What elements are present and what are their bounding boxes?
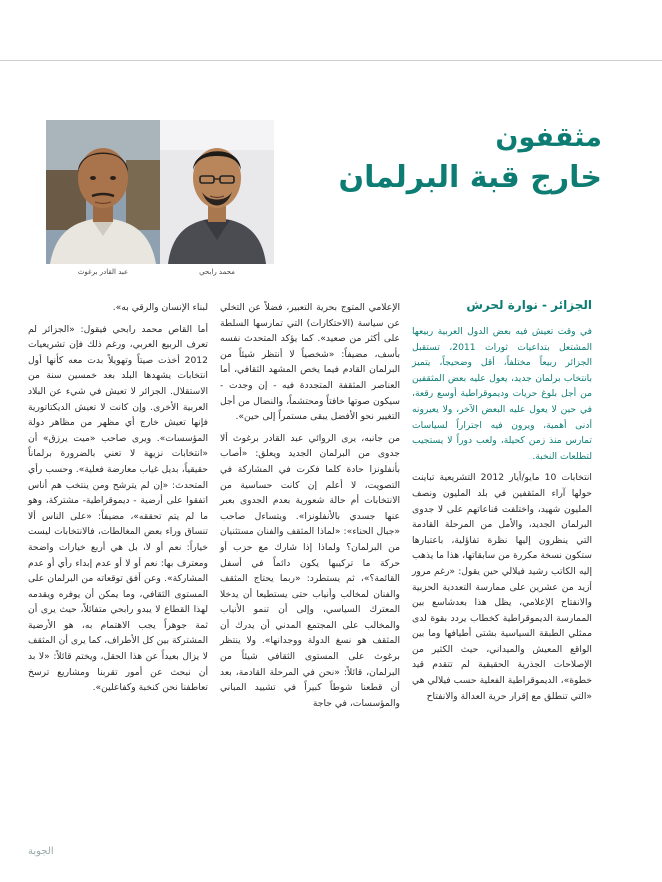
photo-caption-rabhi: محمد رابحي [199, 268, 235, 276]
photo-caption-berghout: عبد القادر برغوث [77, 268, 129, 276]
article-column-2 [220, 300, 400, 717]
magazine-footer: الجوبة [28, 846, 54, 857]
paragraph: الإعلامي المتوج بحرية التعبير، فضلاً عن التخلي عن سياسة (الاحتكارات) التي تمارسها السلطة على أكثر من صعيد». كما يؤكد المتحدث نفسه بأسف، مضيفاً: «شخصياً لا أنتظر شيئاً من البرلمان القادم فيما يخص المشهد الثقافي، أما العناصر المثقفة المتجددة فيه - إن وجدت - سيكون صوتها خافتاً ومحتشماً، والنضال من أجل التغيير نحو الأفضل يبقى مستمراً إلى حين». [220, 302, 400, 423]
paragraph: من جانبه، يرى الروائي عبد القادر برغوث ألا جدوى من البرلمان الجديد ويعلق: «أصاب بأنفلونزا حادة كلما فكرت في المشاركة في التصويت، لا أعلم إن كانت حساسية من الانتخابات أم حالة شعورية بعدم الجدوى بعبر عنها جسدي بالأنفلونزا». ويتساءل صاحب «جبال الحناء»: «لماذا المثقف والفنان مستثنيان من البرلمان؟ ولماذا إذا شارك مع حزب أو حركة ما تركيبها يكون دائماً في أسفل القائمة؟»، ثم يستطرد: «ربما يحتاج المثقف والفنان لمخالب وأنياب حتى يستطيعا أن يدخلا المعترك السياسي، وإلى أن تنمو الأنياب والمخالب على المجتمع المدني أن يدرك أن المثقف هو نسغ الدولة ووجدانها». ولا ينتظر برغوث على المستوى الثقافي شيئاً من البرلمان، قائلاً: «نحن في المرحلة القادمة، بعد أن قطعنا شوطاً كبيراً في تشييد المباني والمؤسسات، في حاجة [220, 432, 400, 709]
top-rule [0, 60, 662, 61]
portrait-photo-rabhi [160, 120, 274, 264]
portrait-photo-berghout [46, 120, 160, 264]
paragraph: انتخابات 10 مايو/أيار 2012 التشريعية تباينت حولها آراء المثقفين في بلد المليون ونصف المليون شهيد، واختلفت قناعاتهم على لا جدوى البرلمان الجديد، والأمل من المرحلة القادمة التي ينظرون إليها نظرة تفاؤلية، باعتبارها ستكون نسخة مكررة من سابقاتها، هذا ما يذهب إليه الكاتب رشيد فيلالي حين يقول: «رغم مرور أزيد من عشرين على ممارسة التعددية الحزبية والانفتاح الإعلامي، يظل هذا بعدشاسع بين الممارسة الديموقراطية كخطاب يردد بقوة لدى ممثلي الطبقة السياسية بشتى أطيافها وما بين الواقع المعيش والميداني، حيث الكثير من الإصلاحات الجذرية الحقيقية لم تتقدم قيد خطوة»، الديموقراطية الفعلية حسب فيلالي هي «التي تنطلق مع إقرار حرية العدالة والانفتاح [412, 472, 592, 702]
article-column-1 [412, 296, 592, 710]
paragraph: أما القاص محمد رابحي فيقول: «الجزائر لم تعرف الربيع العربي، ورغم ذلك فإن تشريعيات 2012 أخذت صيتاً وتهويلاً بدت معه كأنها أول انتخابات يشهدها البلد بعد خمسين سنة من الاستقلال. الجزائر لا تعيش في شيء عن البلاد العربية الأخرى. وإن كانت لا تعيش الديكتاتورية فإنها تعيش خارج أي مظهر من مظاهر دولة المؤسسات». ويرى صاحب «ميت يرزق» أن «انتخابات نزيهة لا تعني بالضرورة برلماناً حقيقياً، بديل غياب معارضة فعلية». وحسب رأي المتحدث: «إن لم يترشح ومن ينتخب هم أناس اتفقوا على أرضية - ديموقراطية- مشتركة، وهو ما لم يتم تحققه»، مضيفاً: «على الناس ألا تنساق وراء بعض المغالطات، فالانتخابات ليست خياراً: نعم أو لا، بل هي أربع خيارات واضحة ومعترف بها: نعم أو لا أو عدم إبداء رأي أو عدم المشاركة». وعن أفق توقعاته من البرلمان على المستوى الثقافي، وما يمكن أن يوفره ويقدمه لهذا القطاع لا يبدو رابحي متفائلاً، حيث يرى أن ثمة جوهراً يجب الاهتمام به، هو الأرضية المشتركة بين كل الأطراف، كما يرى أن المثقف لا يزال بعيداً عن هذا الحقل، ويختم قائلاً: «لا بد أن نبحث عن أمور تقربنا ومشاريع ترسخ تعاطفنا نحن كنخبة وكفاعلين». [28, 323, 208, 694]
headline-line-1: مثقفون [495, 122, 602, 153]
paragraph: لبناء الإنسان والرقي به». [112, 302, 208, 313]
headline-line-2: خارج قبة البرلمان [338, 160, 602, 195]
article-column-3 [28, 300, 208, 702]
portrait-photo-icon [46, 120, 160, 264]
byline: الجزائر - نوارة لحرش [466, 298, 592, 312]
paragraph: في وقت تعيش فيه بعض الدول العربية ربيعها المشتعل بتداعيات ثورات 2011، تستقبل الجزائر ربيعاً مختلفاً، أقل وضحيجاً، يتميز بانتخاب برلمان جديد، يعول عليه بعض المثقفين من أجل بلوغ حريات وديموقراطية أوسع رقعة، في حين لا يعول عليه البعض الآخر، ولا يعيرونه أدنى أهمية، ويرون فيه اجتراراً لسياسات تمارس منذ زمن كحيلة، ولعب دوراً لا يستجيب لتطلعات النخبة. [412, 326, 592, 462]
portrait-photo-icon [160, 120, 274, 264]
